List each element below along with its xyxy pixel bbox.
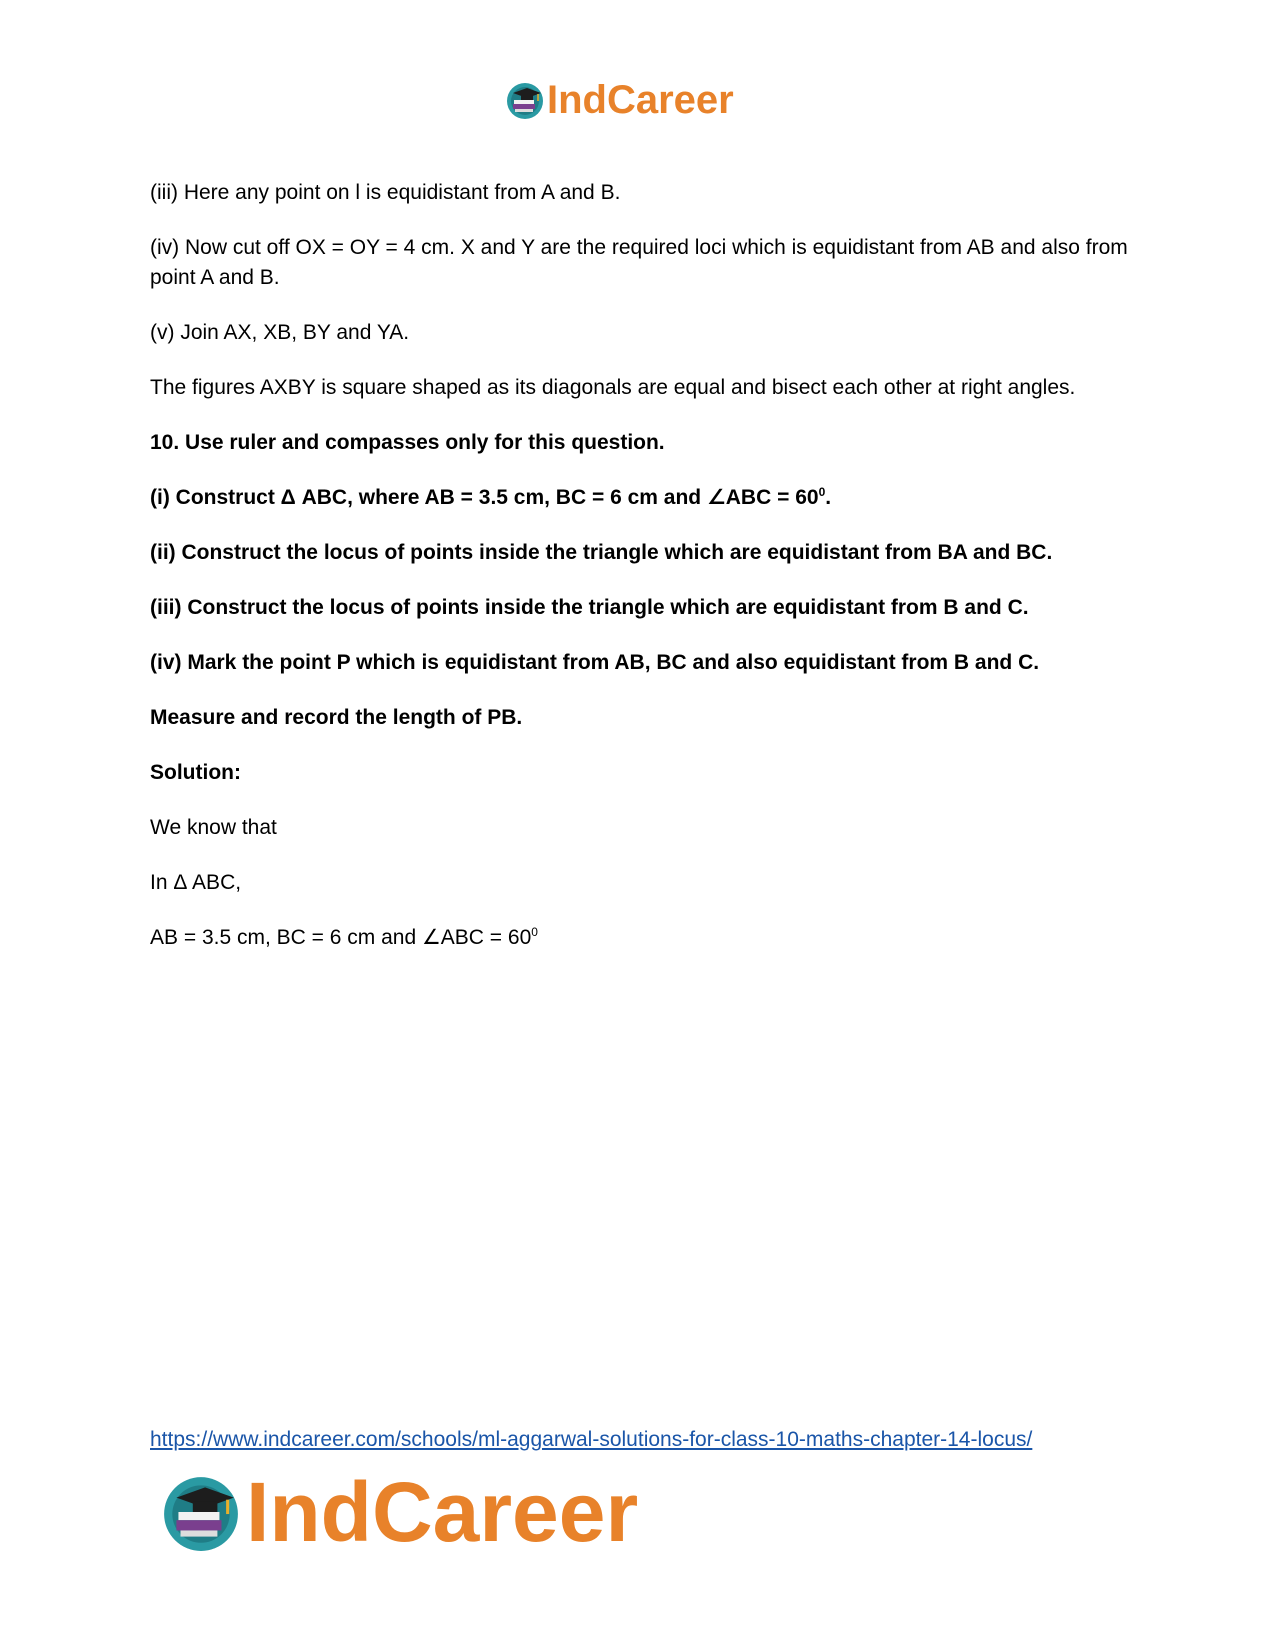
source-link[interactable]: https://www.indcareer.com/schools/ml-aggarwal-solutions-for-class-10-maths-chapter-14-locus/ [150,1428,1033,1451]
question-part-ii: (ii) Construct the locus of points inside the triangle which are equidistant from BA and BC. [150,541,1053,564]
question-part-iv: (iv) Mark the point P which is equidistant from AB, BC and also equidistant from B and C. [150,651,1040,674]
solution-step-iv: (iv) Now cut off OX = OY = 4 cm. X and Y are the required loci which is equidistant from AB and also from point A and B. [150,236,1128,289]
question-part-i-text: (i) Construct Δ ABC, where AB = 3.5 cm, BC = 6 cm and ∠ABC = 60 [150,486,819,509]
solution-label: Solution: [150,761,241,784]
solution-line-3 [150,923,1130,953]
degree-superscript: 0 [531,925,538,939]
solution-conclusion: The figures AXBY is square shaped as its diagonals are equal and bisect each other at right angles. [150,376,1076,399]
solution-step-iii: (iii) Here any point on l is equidistant from A and B. [150,181,621,204]
solution-step-v: (v) Join AX, XB, BY and YA. [150,321,410,344]
question-title: 10. Use ruler and compasses only for this question. [150,431,665,454]
question-part-i-end: . [825,486,832,509]
logo-wordmark: IndCareer [547,78,734,122]
graduation-book-icon [160,1471,242,1553]
logo-wordmark: IndCareer [246,1465,639,1559]
solution-line-1: We know that [150,816,277,839]
question-part-iii: (iii) Construct the locus of points inside the triangle which are equidistant from B and C. [150,596,1029,619]
question-measure: Measure and record the length of PB. [150,706,523,729]
graduation-book-icon [505,80,545,120]
question-part-i [150,483,1130,513]
solution-line-3-text: AB = 3.5 cm, BC = 6 cm and ∠ABC = 60 [150,926,532,949]
header-logo [505,80,734,120]
solution-line-2: In Δ ABC, [150,871,242,894]
footer-logo [160,1465,639,1559]
degree-superscript: 0 [818,485,826,499]
document-body [150,178,1130,978]
